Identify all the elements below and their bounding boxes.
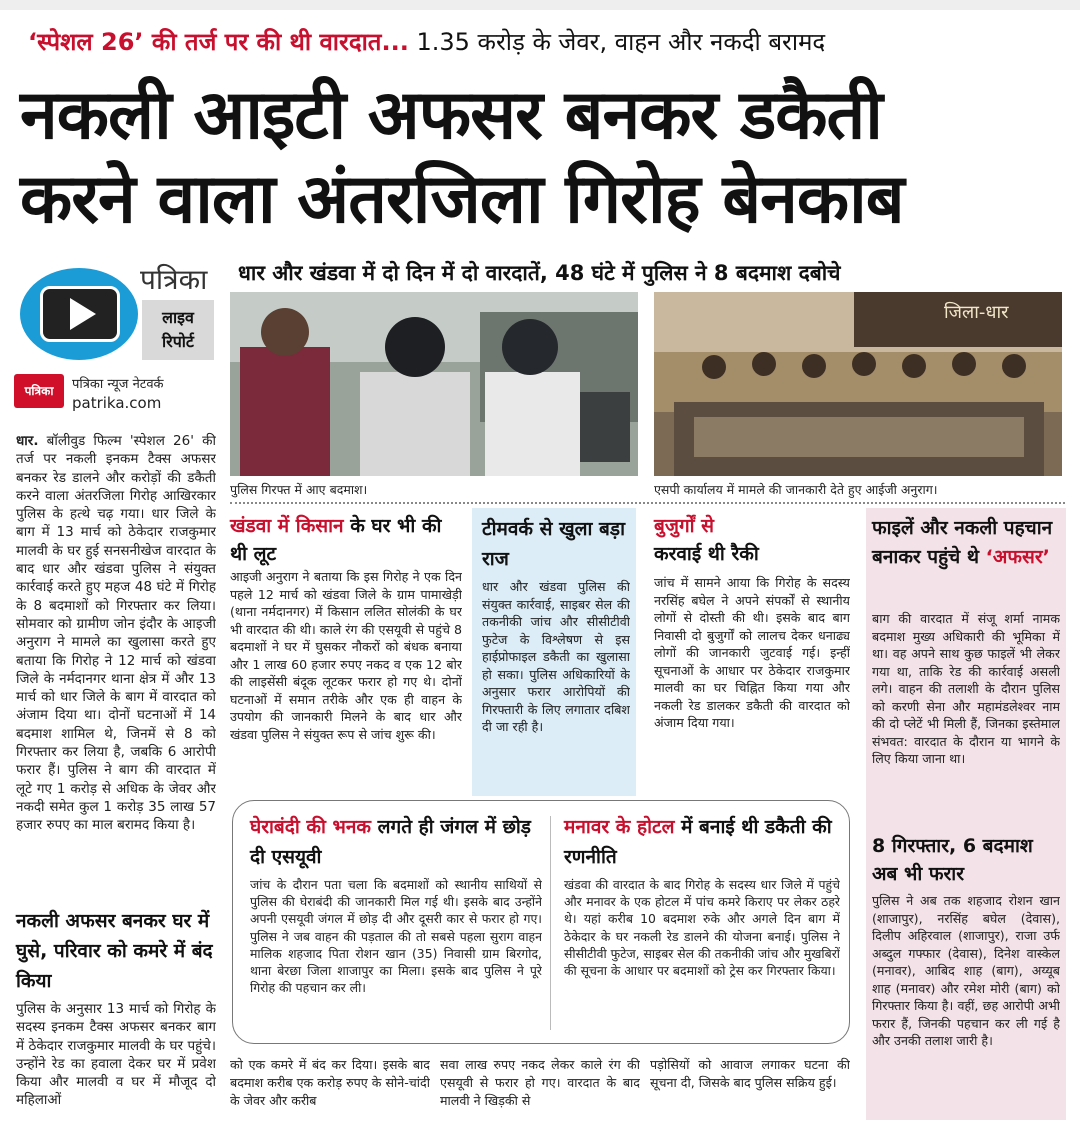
- elders-heading: [654, 512, 854, 568]
- files-text: बाग की वारदात में संजू शर्मा नामक बदमाश मुख्य अधिकारी की भूमिका में था। वह अपने साथ कुछ फाइलें भी लेकर गया था, ताकि रेड की कार्रवाई असली लगे। वाहन की तलाशी के दौरान पुलिस को करणी सेना और महामंडलेश्वर नाम की दो प्लेटें भी मिली हैं, जिनका इस्तेमाल संभवत: वारदात के दौरान या भागने के लिए किया जाना था।: [872, 611, 1060, 766]
- siege-heading: [250, 812, 540, 872]
- live-report-badge: [142, 300, 214, 360]
- brand-name: पत्रिका: [140, 263, 208, 296]
- manawar-text: खंडवा की वारदात के बाद गिरोह के सदस्य धार जिले में पहुंचे और मनावर के एक होटल में पांच कमरे किराए पर लेकर ठहरे थे। यहां करीब 10 बदमाश रुके और अगले दिन बाग में ठेकेदार के घर नकली रेड डालने की योजना बनाई। पुलिस ने सीसीटीवी फुटेज, साइबर सेल की तकनीकी जांच और मुखबिरों की सूचना के आधार पर बदमाशों को ट्रेस कर गिरफ्तार किया।: [564, 877, 840, 979]
- elders-text: जांच में सामने आया कि गिरोह के सदस्य नरसिंह बघेल ने अपने संपर्कों से स्थानीय लोगों से दोस्ती की थी। इसके बाद बाग निवासी दो बुजुर्गों को लालच देकर धनाढ्य लोगों की जानकारी जुटवाई गई। इन्हीं सूचनाओं के आधार पर ठेकेदार राजकुमार मालवी का घर चिह्नित किया गया और नकली रेड डालकर डकैती की वारदात को अंजाम दिया गया।: [654, 575, 850, 730]
- elders-heading-red: बुजुर्गों से: [654, 515, 715, 537]
- fake-officer-heading: नकली अफसर बनकर घर में घुसे, परिवार को कमरे में बंद किया: [16, 910, 213, 992]
- site-link[interactable]: patrika.com: [72, 394, 162, 412]
- live-line2: रिपोर्ट: [162, 332, 194, 351]
- manawar-heading-rest: में बनाई थी डकैती की रणनीति: [564, 816, 832, 868]
- caption-left: पुलिस गिरफ्त में आए बदमाश।: [230, 482, 368, 497]
- story-separator: [550, 816, 551, 1030]
- arrest-text: पुलिस ने अब तक शहजाद रोशन खान (शाजापुर), नरसिंह बघेल (देवास), दिलीप अहिरवाल (शाजापुर), राजा उर्फ अब्दुल गफ्फार (देवास), दिनेश वास्केल (मनावर), आबिद शाह (बाग), अय्यूब शाह (मनावर) और रमेश मोरी (बाग) को गिरफ्तार किया है। वहीं, छह आरोपी अभी फरार हैं, जिनकी पहचान कर ली गई है और उनकी तलाश जारी है।: [872, 893, 1060, 1048]
- banner-text: जिला-धार: [944, 302, 1009, 323]
- divider: [230, 502, 1065, 504]
- live-line1: लाइव: [162, 308, 194, 327]
- files-heading-2: ‘अफसर’: [979, 546, 1050, 568]
- photo-arrested-image: [230, 292, 638, 476]
- khandwa-text: आइजी अनुराग ने बताया कि इस गिरोह ने एक दिन पहले 12 मार्च को खंडवा जिले के ग्राम पामाखेड़ी (थाना नर्मदानगर) में किसान ललित सोलंकी के घर भी वारदात की थी। काले रंग की एसयूवी से पहुंचे 8 बदमाशों ने घर में घुसकर नौकरों को बंधक बनाया और 1 लाख 60 हजार रुपए नकद व एक 12 बोर की लाइसेंसी बंदूक लूटकर फरार हो गए थे। दोनों घटनाओं में समान तरीके और एक ही वाहन के उपयोग की जानकारी मिलने के बाद धार और खंडवा पुलिस ने संयुक्त रूप से जांच शुरू की।: [230, 569, 462, 742]
- headline-line2: करने वाला अंतरजिला गिरोह बेनकाब: [20, 160, 904, 239]
- headline-line1: नकली आइटी अफसर बनकर डकैती: [20, 76, 882, 155]
- photo-press-conference: [654, 292, 1062, 476]
- caption-right: एसपी कार्यालय में मामले की जानकारी देते हुए आईजी अनुराग।: [654, 482, 938, 497]
- siege-heading-red: घेराबंदी की भनक: [250, 816, 372, 838]
- top-strip: [0, 0, 1080, 10]
- khandwa-heading-rest: के घर भी की थी लूट: [230, 515, 442, 565]
- byline: [14, 372, 219, 416]
- manawar-heading: [564, 812, 840, 872]
- subhead: धार और खंडवा में दो दिन में दो वारदातें, 48 घंटे में पुलिस ने 8 बदमाश दबोचे: [238, 261, 841, 285]
- fake-officer-text: पुलिस के अनुसार 13 मार्च को गिरोह के सदस्य इनकम टैक्स अफसर बनकर बाग में ठेकेदार राजकुमार मालवी के घर पहुंचे। उन्होंने रेड का हवाला देकर घर में प्रवेश किया और मालवी व घर में मौजूद दो महिलाओं: [16, 1001, 216, 1109]
- photo-arrested: [230, 292, 638, 476]
- dateline: धार.: [16, 433, 39, 449]
- patrika-logo: पत्रिका: [14, 374, 64, 408]
- khandwa-heading-red: खंडवा में किसान: [230, 515, 344, 537]
- teamwork-text: धार और खंडवा पुलिस की संयुक्त कार्रवाई, साइबर सेल की तकनीकी जांच और सीसीटीवी फुटेज के विश्लेषण से इस हाईप्रोफाइल डकैती का खुलासा हो सका। पुलिस अधिकारियों के अनुसार फरार आरोपियों की गिरफ्तारी के लिए लगातार दबिश दी जा रही है।: [482, 579, 630, 734]
- lead-article: [16, 432, 216, 902]
- lead-text: बॉलीवुड फिल्म 'स्पेशल 26' की तर्ज पर नकली इनकम टैक्स अफसर बनकर रेड डालने और करोड़ों की डकैती करने वाला अंतरजिला गिरोह आखिरकार पुलिस के हत्थे चढ़ गया। धार जिले के बाग में 13 मार्च को ठेकेदार राजकुमार मालवी के घर हुई सनसनीखेज वारदात के बाद धार और खंडवा पुलिस ने संयुक्त कार्रवाई करते हुए महज 48 घंटे में गिरोह के 8 बदमाशों को गिरफ्तार कर लिया। सोमवार को ग्रामीण जोन इंदौर के आइजी अनुराग ने मामले का खुलासा करते हुए बताया कि गिरोह ने 12 मार्च को खंडवा जिले के नर्मदानगर थाना क्षेत्र में और 13 मार्च को धार जिले के बाग में वारदात को अंजाम दिया था। दोनों घटनाओं में 14 बदमाश शामिल थे, जिनमें से 8 को गिरफ्तार कर लिया है, जबकि 6 आरोपी फरार हैं। पुलिस ने बाग की वारदात में लूटे गए 1 करोड़ से अधिक के जेवर और नकदी समेत कुल 1 करोड़ 35 लाख 57 हजार रुपए का माल बरामद किया है।: [16, 433, 216, 834]
- kicker-red: ‘स्पेशल 26’ की तर्ज पर की थी वारदात...: [28, 28, 409, 56]
- khandwa-heading: [230, 512, 460, 568]
- files-heading: [872, 514, 1062, 572]
- files-heading-1: फाइलें और नकली पहचान बनाकर पहुंचे थे: [872, 517, 1053, 568]
- bottom-col-2: सवा लाख रुपए नकद लेकर काले रंग की एसयूवी से फरार हो गए। वारदात के बाद मालवी ने खिड़की से: [440, 1057, 640, 1108]
- photo-press-image: [654, 292, 1062, 476]
- teamwork-heading: टीमवर्क से खुला बड़ा राज: [482, 518, 625, 570]
- headline: [20, 74, 1070, 242]
- siege-text: जांच के दौरान पता चला कि बदमाशों को स्थानीय साथियों से पुलिस की घेराबंदी की जानकारी मिल गई थी। इसके बाद उन्होंने अपनी एसयूवी जंगल में छोड़ दी और दूसरी कार से फरार हो गए। पुलिस ने जब वाहन की पड़ताल की तो सबसे पहला सुराग वाहन मालिक शहजाद पिता रोशन खान (35) निवासी ग्राम बिरगोद, थाना बेरछा जिला शाजापुर का मिला। इसके बाद पुलिस ने पूरे गिरोह की पहचान कर ली।: [250, 877, 542, 996]
- kicker: [28, 22, 1068, 62]
- kicker-rest: 1.35 करोड़ के जेवर, वाहन और नकदी बरामद: [408, 28, 826, 56]
- arrest-heading: 8 गिरफ्तार, 6 बदमाश अब भी फरार: [872, 835, 1033, 885]
- elders-heading-rest: करवाई थी रैकी: [654, 543, 759, 565]
- siege-heading-rest: लगते ही जंगल में छोड़ दी एसयूवी: [250, 816, 531, 868]
- play-triangle-icon: [70, 298, 96, 330]
- bottom-col-1: को एक कमरे में बंद कर दिया। इसके बाद बदमाश करीब एक करोड़ रुपए के सोने-चांदी के जेवर और करीब: [230, 1057, 430, 1108]
- network-name: पत्रिका न्यूज नेटवर्क: [72, 377, 164, 392]
- bottom-col-3: पड़ोसियों को आवाज लगाकर घटना की सूचना दी, जिसके बाद पुलिस सक्रिय हुई।: [650, 1057, 850, 1090]
- brand-block: [14, 260, 214, 360]
- manawar-heading-red: मनावर के होटल: [564, 816, 675, 838]
